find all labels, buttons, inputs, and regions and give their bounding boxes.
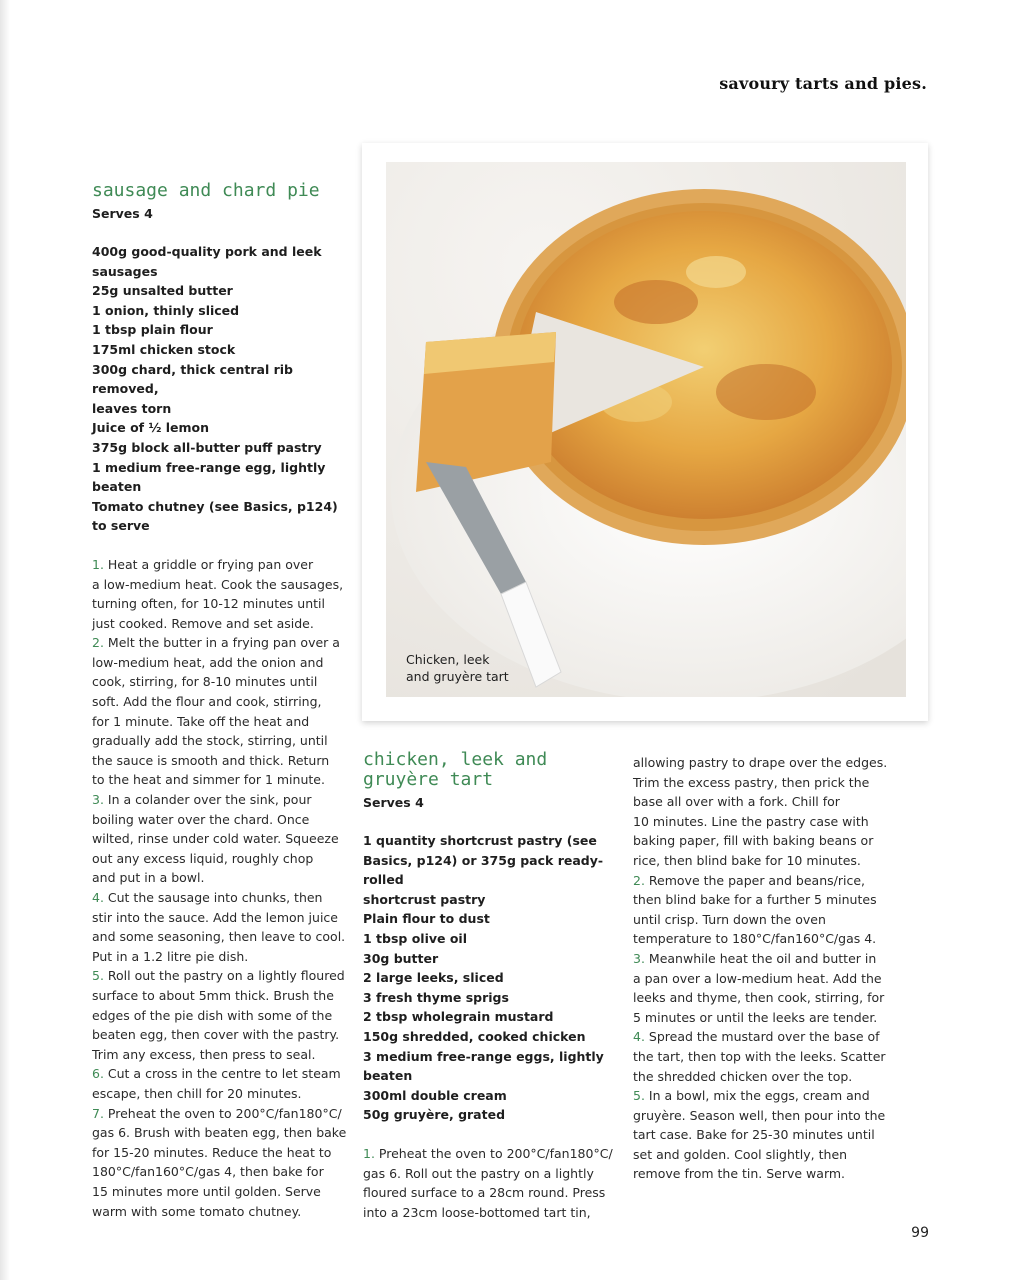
step-text: low-medium heat, add the onion and <box>92 654 324 670</box>
method-line <box>92 810 348 830</box>
ingredient-line: 25g unsalted butter <box>92 283 233 299</box>
step-text: temperature to 180°C/fan160°C/gas 4. <box>633 931 877 947</box>
method-line <box>92 594 348 614</box>
step-text: gruyère. Season well, then pour into the <box>633 1107 886 1123</box>
recipe-chicken-leek-gruyere-tart <box>363 750 618 1222</box>
method-line <box>633 1145 895 1165</box>
method-line <box>363 1164 618 1184</box>
method-line <box>633 1086 895 1106</box>
method-line <box>633 1125 895 1145</box>
step-text: Heat a griddle or frying pan over <box>103 556 314 572</box>
step-text: into a 23cm loose-bottomed tart tin, <box>363 1204 591 1220</box>
step-text: Meanwhile heat the oil and butter in <box>644 950 877 966</box>
method-line <box>633 910 895 930</box>
ingredient-line: 1 tbsp plain flour <box>92 322 213 338</box>
step-number: 4. <box>633 1029 645 1045</box>
method-line <box>633 1027 895 1047</box>
method-line <box>633 792 895 812</box>
method-steps <box>92 555 348 1221</box>
recipe-title <box>363 750 618 790</box>
method-line <box>633 773 895 793</box>
method-line <box>363 1183 618 1203</box>
method-line <box>633 812 895 832</box>
step-text: the tart, then top with the leeks. Scatter <box>633 1048 886 1064</box>
method-line <box>92 868 348 888</box>
page-edge-shadow <box>0 0 10 1280</box>
step-text: Trim the excess pastry, then prick the <box>633 774 870 790</box>
method-line <box>92 986 348 1006</box>
method-line <box>92 653 348 673</box>
step-text: the sauce is smooth and thick. Return <box>92 752 330 768</box>
method-line <box>633 1047 895 1067</box>
step-text: Roll out the pastry on a lightly floured <box>103 968 345 984</box>
method-line <box>92 614 348 634</box>
ingredient-line: 375g block all-butter puff pastry <box>92 439 322 455</box>
step-text: turning often, for 10-12 minutes until <box>92 596 325 612</box>
method-line <box>92 575 348 595</box>
method-steps <box>363 1144 618 1222</box>
step-text: Cut the sausage into chunks, then <box>103 890 323 905</box>
method-line <box>92 1084 348 1104</box>
method-line <box>92 1202 348 1222</box>
method-line <box>633 871 895 891</box>
ingredient-line: 3 medium free-range eggs, lightly beaten <box>363 1048 604 1084</box>
ingredient-line: 2 large leeks, sliced <box>363 970 504 986</box>
title-line: chicken, leek and <box>363 749 548 770</box>
step-text: a low-medium heat. Cook the sausages, <box>92 576 344 592</box>
step-text: out any excess liquid, roughly chop <box>92 850 314 866</box>
method-line <box>633 1008 895 1028</box>
method-line <box>92 751 348 771</box>
step-text: to the heat and simmer for 1 minute. <box>92 772 325 788</box>
step-text: baking paper, fill with baking beans or <box>633 833 874 849</box>
step-text: and some seasoning, then leave to cool. <box>92 929 346 945</box>
ingredients-list <box>92 242 348 536</box>
method-line <box>92 908 348 928</box>
step-text: then blind bake for a further 5 minutes <box>633 892 877 908</box>
step-text: remove from the tin. Serve warm. <box>633 1166 846 1182</box>
step-text: boiling water over the chard. Once <box>92 811 310 827</box>
ingredient-line: 400g good-quality pork and leek <box>92 244 322 259</box>
method-line <box>92 947 348 967</box>
method-line <box>633 969 895 989</box>
step-number: 2. <box>633 872 645 888</box>
step-number: 2. <box>92 635 104 651</box>
title-line: gruyère tart <box>363 769 494 790</box>
step-text: gradually add the stock, stirring, until <box>92 733 328 749</box>
ingredient-line: Juice of ½ lemon <box>92 420 210 436</box>
step-text: 180°C/fan160°C/gas 4, then bake for <box>92 1164 324 1180</box>
method-line <box>92 888 348 908</box>
step-text: until crisp. Turn down the oven <box>633 911 826 927</box>
method-line <box>92 770 348 790</box>
step-number: 5. <box>633 1088 645 1104</box>
method-line <box>633 831 895 851</box>
step-number: 1. <box>92 556 104 572</box>
tart-photo <box>386 162 906 697</box>
ingredient-line: 3 fresh thyme sprigs <box>363 989 509 1005</box>
method-line <box>92 1104 348 1124</box>
step-number: 3. <box>633 950 645 966</box>
ingredient-line: 1 medium free-range egg, lightly beaten <box>92 459 326 495</box>
step-text: gas 6. Brush with beaten egg, then bake <box>92 1125 347 1141</box>
step-text: and put in a bowl. <box>92 870 205 886</box>
ingredient-line: sausages <box>92 263 158 279</box>
ingredient-line: shortcrust pastry <box>363 891 486 907</box>
step-text: Preheat the oven to 200°C/fan180°C/ <box>374 1145 613 1161</box>
step-text: wilted, rinse under cold water. Squeeze <box>92 831 339 847</box>
step-text: floured surface to a 28cm round. Press <box>363 1185 606 1201</box>
step-text: the shredded chicken over the top. <box>633 1068 853 1084</box>
method-steps-continued <box>633 753 895 1184</box>
method-line <box>363 1203 618 1223</box>
ingredient-line: to serve <box>92 518 150 534</box>
step-number: 1. <box>363 1145 375 1161</box>
method-line <box>633 988 895 1008</box>
step-text: just cooked. Remove and set aside. <box>92 615 314 631</box>
method-line <box>92 712 348 732</box>
step-text: surface to about 5mm thick. Brush the <box>92 987 334 1003</box>
method-line <box>92 849 348 869</box>
step-text: cook, stirring, for 8-10 minutes until <box>92 674 318 690</box>
step-text: leeks and thyme, then cook, stirring, for <box>633 990 885 1006</box>
method-line <box>92 1143 348 1163</box>
caption-line: and gruyère tart <box>406 669 509 684</box>
step-text: escape, then chill for 20 minutes. <box>92 1085 302 1101</box>
method-line <box>92 790 348 810</box>
step-number: 7. <box>92 1105 104 1121</box>
step-text: gas 6. Roll out the pastry on a lightly <box>363 1165 594 1181</box>
ingredient-line: 175ml chicken stock <box>92 341 236 357</box>
ingredient-line: leaves torn <box>92 400 172 416</box>
ingredient-line: 30g butter <box>363 950 439 966</box>
method-line <box>92 633 348 653</box>
recipe-sausage-chard-pie <box>92 181 348 1221</box>
method-line <box>633 929 895 949</box>
method-line <box>633 753 895 773</box>
ingredients-list <box>363 831 618 1125</box>
caption-line: Chicken, leek <box>406 652 490 667</box>
method-line <box>633 1164 895 1184</box>
step-number: 5. <box>92 968 104 984</box>
step-text: 10 minutes. Line the pastry case with <box>633 813 869 829</box>
method-line <box>92 1162 348 1182</box>
step-text: tart case. Bake for 25-30 minutes until <box>633 1127 875 1143</box>
step-text: rice, then blind bake for 10 minutes. <box>633 852 861 868</box>
step-text: warm with some tomato chutney. <box>92 1203 302 1219</box>
method-line <box>92 1123 348 1143</box>
ingredient-line: Basics, p124) or 375g pack ready-rolled <box>363 852 604 888</box>
step-text: for 1 minute. Take off the heat and <box>92 713 310 729</box>
ingredient-line: Tomato chutney (see Basics, p124) <box>92 498 338 514</box>
step-text: 5 minutes or until the leeks are tender. <box>633 1009 878 1025</box>
step-text: Remove the paper and beans/rice, <box>644 872 865 888</box>
step-number: 3. <box>92 792 104 808</box>
step-text: allowing pastry to drape over the edges. <box>633 755 888 770</box>
step-number: 6. <box>92 1066 104 1082</box>
method-line <box>92 692 348 712</box>
method-line <box>92 1045 348 1065</box>
step-number: 4. <box>92 890 104 905</box>
step-text: set and golden. Cool slightly, then <box>633 1146 848 1162</box>
step-text: 15 minutes more until golden. Serve <box>92 1183 321 1199</box>
serves-label: Serves 4 <box>363 795 424 810</box>
step-text: Cut a cross in the centre to let steam <box>103 1066 341 1082</box>
step-text: a pan over a low-medium heat. Add the <box>633 970 882 986</box>
step-text: Preheat the oven to 200°C/fan180°C/ <box>103 1105 342 1121</box>
method-line <box>92 731 348 751</box>
method-line <box>92 1064 348 1084</box>
method-line <box>92 1025 348 1045</box>
step-text: Spread the mustard over the base of <box>644 1029 880 1045</box>
step-text: In a bowl, mix the eggs, cream and <box>644 1088 870 1104</box>
step-text: beaten egg, then cover with the pastry. <box>92 1027 340 1043</box>
step-text: base all over with a fork. Chill for <box>633 794 840 810</box>
step-text: edges of the pie dish with some of the <box>92 1007 333 1023</box>
method-line <box>92 672 348 692</box>
step-text: Trim any excess, then press to seal. <box>92 1046 316 1062</box>
method-line <box>633 949 895 969</box>
ingredient-line: 300ml double cream <box>363 1087 507 1103</box>
running-head: savoury tarts and pies. <box>719 74 927 93</box>
photo-caption <box>406 651 509 685</box>
ingredient-line: 1 tbsp olive oil <box>363 930 468 946</box>
method-line <box>363 1144 618 1164</box>
step-text: soft. Add the flour and cook, stirring, <box>92 694 322 710</box>
ingredient-line: 300g chard, thick central rib removed, <box>92 361 293 397</box>
tart-illustration <box>386 162 906 697</box>
step-text: for 15-20 minutes. Reduce the heat to <box>92 1144 332 1160</box>
step-text: Melt the butter in a frying pan over a <box>103 635 340 651</box>
ingredient-line: 2 tbsp wholegrain mustard <box>363 1009 554 1025</box>
method-line <box>633 851 895 871</box>
method-line <box>633 1106 895 1126</box>
method-line <box>92 966 348 986</box>
page-number: 99 <box>911 1225 929 1241</box>
ingredient-line: 50g gruyère, grated <box>363 1107 506 1123</box>
method-line <box>92 555 348 575</box>
ingredient-line: 1 quantity shortcrust pastry (see <box>363 833 597 848</box>
ingredient-line: 150g shredded, cooked chicken <box>363 1028 586 1044</box>
method-line <box>633 1067 895 1087</box>
serves-label: Serves 4 <box>92 206 153 221</box>
ingredient-line: Plain flour to dust <box>363 911 490 927</box>
method-line <box>92 1182 348 1202</box>
step-text: stir into the sauce. Add the lemon juice <box>92 909 338 925</box>
recipe-title: sausage and chard pie <box>92 180 320 201</box>
method-line <box>633 890 895 910</box>
step-text: In a colander over the sink, pour <box>103 792 312 808</box>
step-text: Put in a 1.2 litre pie dish. <box>92 948 249 964</box>
method-line <box>92 829 348 849</box>
method-line <box>92 1006 348 1026</box>
method-line <box>92 927 348 947</box>
ingredient-line: 1 onion, thinly sliced <box>92 302 240 318</box>
